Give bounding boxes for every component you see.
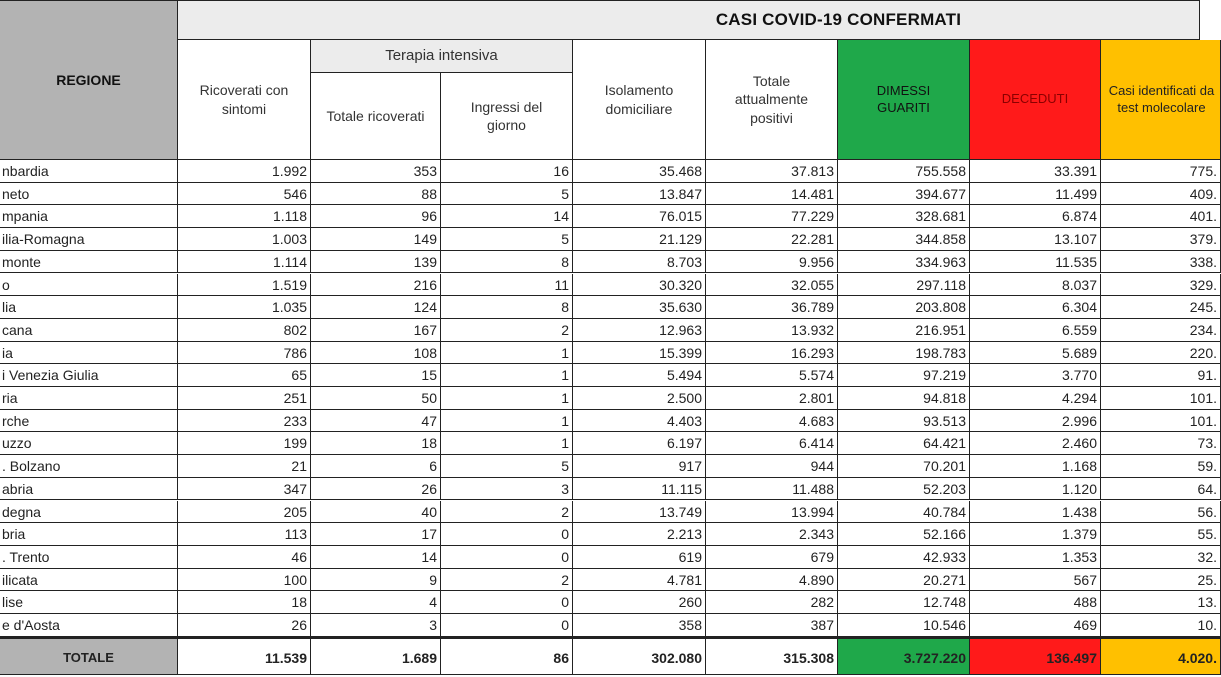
totale-ricoverati-header: Totale ricoverati bbox=[311, 73, 441, 160]
value-cell-dimessi: 94.818 bbox=[838, 387, 970, 410]
value-cell-ricoverati: 347 bbox=[178, 478, 311, 501]
value-cell-ti_tot: 3 bbox=[311, 614, 441, 637]
value-cell-isolamento: 21.129 bbox=[573, 228, 706, 251]
value-cell-deceduti: 11.499 bbox=[970, 183, 1101, 206]
value-cell-ti_tot: 47 bbox=[311, 410, 441, 433]
totale-positivi-header: Totale attualmente positivi bbox=[706, 40, 838, 160]
value-cell-deceduti: 5.689 bbox=[970, 342, 1101, 365]
value-cell-casi: 329. bbox=[1101, 274, 1221, 297]
value-cell-positivi: 32.055 bbox=[706, 274, 838, 297]
value-cell-casi: 401. bbox=[1101, 205, 1221, 228]
region-name-cell: e d'Aosta bbox=[0, 614, 178, 637]
value-cell-casi: 56. bbox=[1101, 501, 1221, 524]
value-cell-dimessi: 344.858 bbox=[838, 228, 970, 251]
value-cell-ricoverati: 205 bbox=[178, 501, 311, 524]
value-cell-deceduti: 469 bbox=[970, 614, 1101, 637]
value-cell-dimessi: 10.546 bbox=[838, 614, 970, 637]
region-name-cell: mpania bbox=[0, 205, 178, 228]
region-name-cell: bria bbox=[0, 523, 178, 546]
value-cell-ingressi: 0 bbox=[441, 591, 573, 614]
value-cell-isolamento: 6.197 bbox=[573, 432, 706, 455]
value-cell-isolamento: 2.500 bbox=[573, 387, 706, 410]
value-cell-ingressi: 5 bbox=[441, 455, 573, 478]
value-cell-ingressi: 0 bbox=[441, 614, 573, 637]
totale-label: TOTALE bbox=[0, 637, 178, 675]
value-cell-ricoverati: 802 bbox=[178, 319, 311, 342]
value-cell-ti_tot: 88 bbox=[311, 183, 441, 206]
value-cell-ingressi: 2 bbox=[441, 501, 573, 524]
value-cell-ingressi: 2 bbox=[441, 319, 573, 342]
value-cell-positivi: 2.343 bbox=[706, 523, 838, 546]
totale-deceduti: 136.497 bbox=[970, 637, 1101, 675]
value-cell-casi: 101. bbox=[1101, 387, 1221, 410]
value-cell-ricoverati: 251 bbox=[178, 387, 311, 410]
regione-header: REGIONE bbox=[0, 0, 178, 160]
value-cell-casi: 10. bbox=[1101, 614, 1221, 637]
value-cell-ingressi: 16 bbox=[441, 160, 573, 183]
region-name-cell: monte bbox=[0, 251, 178, 274]
value-cell-deceduti: 11.535 bbox=[970, 251, 1101, 274]
value-cell-dimessi: 52.203 bbox=[838, 478, 970, 501]
region-name-cell: degna bbox=[0, 501, 178, 524]
value-cell-isolamento: 8.703 bbox=[573, 251, 706, 274]
value-cell-deceduti: 4.294 bbox=[970, 387, 1101, 410]
region-name-cell: ria bbox=[0, 387, 178, 410]
value-cell-ti_tot: 9 bbox=[311, 569, 441, 592]
region-name-cell: lise bbox=[0, 591, 178, 614]
value-cell-dimessi: 755.558 bbox=[838, 160, 970, 183]
value-cell-ricoverati: 18 bbox=[178, 591, 311, 614]
value-cell-dimessi: 93.513 bbox=[838, 410, 970, 433]
dimessi-header: DIMESSI GUARITI bbox=[838, 40, 970, 160]
value-cell-positivi: 6.414 bbox=[706, 432, 838, 455]
value-cell-deceduti: 1.379 bbox=[970, 523, 1101, 546]
value-cell-casi: 379. bbox=[1101, 228, 1221, 251]
value-cell-isolamento: 35.630 bbox=[573, 296, 706, 319]
value-cell-isolamento: 11.115 bbox=[573, 478, 706, 501]
value-cell-ricoverati: 786 bbox=[178, 342, 311, 365]
value-cell-isolamento: 12.963 bbox=[573, 319, 706, 342]
value-cell-ingressi: 1 bbox=[441, 387, 573, 410]
value-cell-deceduti: 6.304 bbox=[970, 296, 1101, 319]
value-cell-positivi: 944 bbox=[706, 455, 838, 478]
value-cell-ingressi: 8 bbox=[441, 251, 573, 274]
value-cell-casi: 338. bbox=[1101, 251, 1221, 274]
value-cell-ingressi: 14 bbox=[441, 205, 573, 228]
value-cell-isolamento: 35.468 bbox=[573, 160, 706, 183]
value-cell-casi: 101. bbox=[1101, 410, 1221, 433]
value-cell-ricoverati: 65 bbox=[178, 364, 311, 387]
value-cell-isolamento: 5.494 bbox=[573, 364, 706, 387]
value-cell-ti_tot: 216 bbox=[311, 274, 441, 297]
region-name-cell: o bbox=[0, 274, 178, 297]
value-cell-positivi: 22.281 bbox=[706, 228, 838, 251]
value-cell-deceduti: 6.874 bbox=[970, 205, 1101, 228]
value-cell-dimessi: 198.783 bbox=[838, 342, 970, 365]
value-cell-dimessi: 70.201 bbox=[838, 455, 970, 478]
totale-ricoverati: 11.539 bbox=[178, 637, 311, 675]
value-cell-dimessi: 394.677 bbox=[838, 183, 970, 206]
totale-casi: 4.020. bbox=[1101, 637, 1221, 675]
value-cell-deceduti: 3.770 bbox=[970, 364, 1101, 387]
value-cell-ingressi: 1 bbox=[441, 364, 573, 387]
value-cell-dimessi: 64.421 bbox=[838, 432, 970, 455]
region-name-cell: uzzo bbox=[0, 432, 178, 455]
value-cell-ti_tot: 353 bbox=[311, 160, 441, 183]
value-cell-ti_tot: 96 bbox=[311, 205, 441, 228]
value-cell-ricoverati: 199 bbox=[178, 432, 311, 455]
terapia-intensiva-header: Terapia intensiva bbox=[311, 40, 573, 73]
value-cell-casi: 775. bbox=[1101, 160, 1221, 183]
value-cell-isolamento: 15.399 bbox=[573, 342, 706, 365]
value-cell-ti_tot: 40 bbox=[311, 501, 441, 524]
value-cell-deceduti: 8.037 bbox=[970, 274, 1101, 297]
casi-header: Casi identificati da test molecolare bbox=[1101, 40, 1221, 160]
value-cell-ti_tot: 149 bbox=[311, 228, 441, 251]
region-name-cell: ilia-Romagna bbox=[0, 228, 178, 251]
value-cell-casi: 32. bbox=[1101, 546, 1221, 569]
value-cell-ingressi: 5 bbox=[441, 228, 573, 251]
value-cell-ingressi: 2 bbox=[441, 569, 573, 592]
value-cell-deceduti: 1.120 bbox=[970, 478, 1101, 501]
value-cell-isolamento: 13.749 bbox=[573, 501, 706, 524]
value-cell-ingressi: 11 bbox=[441, 274, 573, 297]
value-cell-casi: 234. bbox=[1101, 319, 1221, 342]
value-cell-ricoverati: 100 bbox=[178, 569, 311, 592]
value-cell-ricoverati: 113 bbox=[178, 523, 311, 546]
value-cell-positivi: 679 bbox=[706, 546, 838, 569]
value-cell-ricoverati: 46 bbox=[178, 546, 311, 569]
totale-ingressi: 86 bbox=[441, 637, 573, 675]
value-cell-dimessi: 334.963 bbox=[838, 251, 970, 274]
value-cell-dimessi: 216.951 bbox=[838, 319, 970, 342]
value-cell-casi: 13. bbox=[1101, 591, 1221, 614]
value-cell-casi: 220. bbox=[1101, 342, 1221, 365]
value-cell-dimessi: 328.681 bbox=[838, 205, 970, 228]
table-title: CASI COVID-19 CONFERMATI bbox=[178, 0, 1200, 40]
value-cell-ti_tot: 14 bbox=[311, 546, 441, 569]
value-cell-dimessi: 203.808 bbox=[838, 296, 970, 319]
value-cell-isolamento: 4.781 bbox=[573, 569, 706, 592]
value-cell-ricoverati: 546 bbox=[178, 183, 311, 206]
value-cell-dimessi: 97.219 bbox=[838, 364, 970, 387]
value-cell-ti_tot: 18 bbox=[311, 432, 441, 455]
ricoverati-header: Ricoverati con sintomi bbox=[178, 40, 311, 160]
value-cell-ingressi: 1 bbox=[441, 342, 573, 365]
value-cell-deceduti: 33.391 bbox=[970, 160, 1101, 183]
value-cell-ti_tot: 4 bbox=[311, 591, 441, 614]
value-cell-positivi: 13.932 bbox=[706, 319, 838, 342]
value-cell-ingressi: 8 bbox=[441, 296, 573, 319]
value-cell-deceduti: 1.353 bbox=[970, 546, 1101, 569]
region-name-cell: nbardia bbox=[0, 160, 178, 183]
value-cell-ti_tot: 124 bbox=[311, 296, 441, 319]
value-cell-positivi: 387 bbox=[706, 614, 838, 637]
value-cell-ingressi: 1 bbox=[441, 410, 573, 433]
value-cell-positivi: 4.683 bbox=[706, 410, 838, 433]
value-cell-positivi: 16.293 bbox=[706, 342, 838, 365]
value-cell-casi: 25. bbox=[1101, 569, 1221, 592]
value-cell-ti_tot: 50 bbox=[311, 387, 441, 410]
value-cell-ti_tot: 17 bbox=[311, 523, 441, 546]
isolamento-header: Isolamento domiciliare bbox=[573, 40, 706, 160]
value-cell-casi: 91. bbox=[1101, 364, 1221, 387]
value-cell-isolamento: 4.403 bbox=[573, 410, 706, 433]
value-cell-deceduti: 2.460 bbox=[970, 432, 1101, 455]
value-cell-deceduti: 567 bbox=[970, 569, 1101, 592]
ingressi-header: Ingressi del giorno bbox=[441, 73, 573, 160]
value-cell-isolamento: 260 bbox=[573, 591, 706, 614]
value-cell-isolamento: 2.213 bbox=[573, 523, 706, 546]
region-name-cell: neto bbox=[0, 183, 178, 206]
value-cell-casi: 409. bbox=[1101, 183, 1221, 206]
value-cell-deceduti: 1.168 bbox=[970, 455, 1101, 478]
value-cell-ingressi: 5 bbox=[441, 183, 573, 206]
value-cell-dimessi: 20.271 bbox=[838, 569, 970, 592]
value-cell-positivi: 5.574 bbox=[706, 364, 838, 387]
value-cell-positivi: 37.813 bbox=[706, 160, 838, 183]
value-cell-ricoverati: 1.519 bbox=[178, 274, 311, 297]
totale-dimessi: 3.727.220 bbox=[838, 637, 970, 675]
value-cell-ti_tot: 6 bbox=[311, 455, 441, 478]
value-cell-isolamento: 76.015 bbox=[573, 205, 706, 228]
region-name-cell: lia bbox=[0, 296, 178, 319]
value-cell-positivi: 2.801 bbox=[706, 387, 838, 410]
deceduti-header: DECEDUTI bbox=[970, 40, 1101, 160]
region-name-cell: ilicata bbox=[0, 569, 178, 592]
value-cell-positivi: 36.789 bbox=[706, 296, 838, 319]
totale-isolamento: 302.080 bbox=[573, 637, 706, 675]
value-cell-ingressi: 0 bbox=[441, 546, 573, 569]
value-cell-deceduti: 2.996 bbox=[970, 410, 1101, 433]
value-cell-positivi: 77.229 bbox=[706, 205, 838, 228]
value-cell-ricoverati: 26 bbox=[178, 614, 311, 637]
region-name-cell: cana bbox=[0, 319, 178, 342]
region-name-cell: i Venezia Giulia bbox=[0, 364, 178, 387]
value-cell-dimessi: 42.933 bbox=[838, 546, 970, 569]
value-cell-casi: 64. bbox=[1101, 478, 1221, 501]
value-cell-ricoverati: 1.003 bbox=[178, 228, 311, 251]
value-cell-casi: 59. bbox=[1101, 455, 1221, 478]
value-cell-ricoverati: 1.035 bbox=[178, 296, 311, 319]
value-cell-casi: 73. bbox=[1101, 432, 1221, 455]
value-cell-ingressi: 3 bbox=[441, 478, 573, 501]
region-name-cell: rche bbox=[0, 410, 178, 433]
value-cell-deceduti: 1.438 bbox=[970, 501, 1101, 524]
region-name-cell: . Bolzano bbox=[0, 455, 178, 478]
value-cell-positivi: 9.956 bbox=[706, 251, 838, 274]
value-cell-isolamento: 619 bbox=[573, 546, 706, 569]
value-cell-dimessi: 40.784 bbox=[838, 501, 970, 524]
value-cell-deceduti: 488 bbox=[970, 591, 1101, 614]
value-cell-ricoverati: 1.114 bbox=[178, 251, 311, 274]
value-cell-ti_tot: 15 bbox=[311, 364, 441, 387]
value-cell-isolamento: 30.320 bbox=[573, 274, 706, 297]
value-cell-deceduti: 6.559 bbox=[970, 319, 1101, 342]
region-name-cell: ia bbox=[0, 342, 178, 365]
value-cell-ricoverati: 1.118 bbox=[178, 205, 311, 228]
region-name-cell: abria bbox=[0, 478, 178, 501]
value-cell-ricoverati: 1.992 bbox=[178, 160, 311, 183]
value-cell-dimessi: 297.118 bbox=[838, 274, 970, 297]
value-cell-casi: 245. bbox=[1101, 296, 1221, 319]
value-cell-isolamento: 917 bbox=[573, 455, 706, 478]
value-cell-isolamento: 13.847 bbox=[573, 183, 706, 206]
value-cell-positivi: 4.890 bbox=[706, 569, 838, 592]
value-cell-casi: 55. bbox=[1101, 523, 1221, 546]
value-cell-ti_tot: 26 bbox=[311, 478, 441, 501]
value-cell-deceduti: 13.107 bbox=[970, 228, 1101, 251]
value-cell-ti_tot: 108 bbox=[311, 342, 441, 365]
value-cell-positivi: 282 bbox=[706, 591, 838, 614]
value-cell-ingressi: 1 bbox=[441, 432, 573, 455]
totale-ti_tot: 1.689 bbox=[311, 637, 441, 675]
region-name-cell: . Trento bbox=[0, 546, 178, 569]
value-cell-dimessi: 12.748 bbox=[838, 591, 970, 614]
totale-positivi: 315.308 bbox=[706, 637, 838, 675]
value-cell-ingressi: 0 bbox=[441, 523, 573, 546]
value-cell-positivi: 13.994 bbox=[706, 501, 838, 524]
value-cell-ti_tot: 139 bbox=[311, 251, 441, 274]
value-cell-isolamento: 358 bbox=[573, 614, 706, 637]
value-cell-positivi: 14.481 bbox=[706, 183, 838, 206]
value-cell-positivi: 11.488 bbox=[706, 478, 838, 501]
value-cell-ricoverati: 21 bbox=[178, 455, 311, 478]
value-cell-dimessi: 52.166 bbox=[838, 523, 970, 546]
value-cell-ti_tot: 167 bbox=[311, 319, 441, 342]
value-cell-ricoverati: 233 bbox=[178, 410, 311, 433]
